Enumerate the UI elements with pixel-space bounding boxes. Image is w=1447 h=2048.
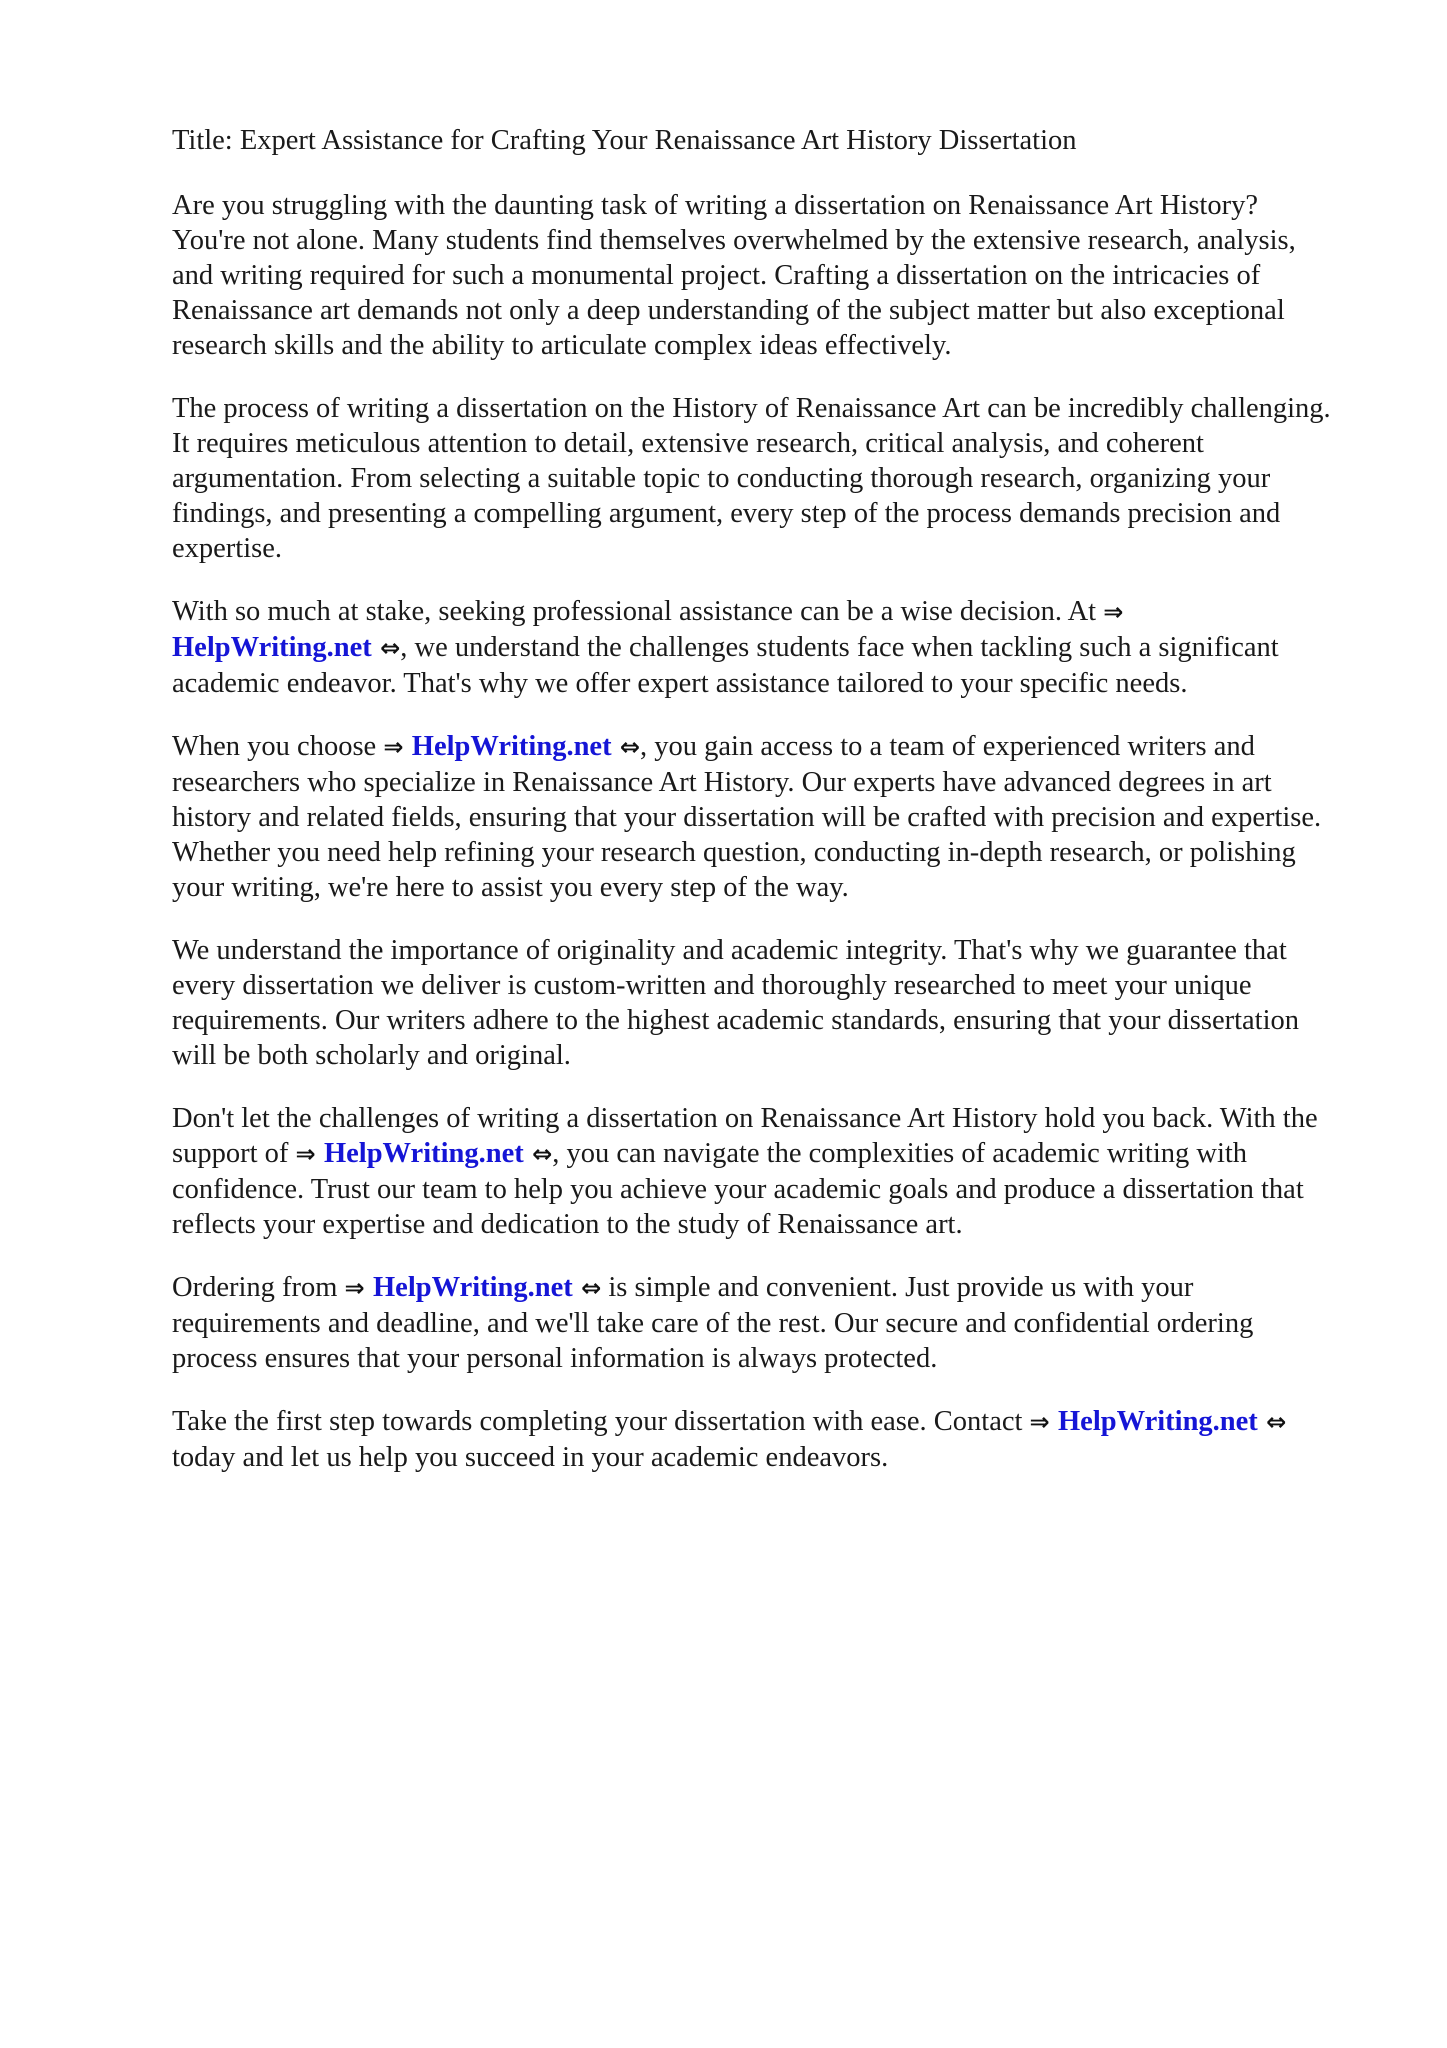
text-segment: , you gain access to a team of experienced writers and (640, 731, 1255, 762)
text-line (172, 496, 1412, 531)
text-segment: will be both scholarly and original. (172, 1040, 571, 1071)
paragraph (172, 729, 1412, 905)
text-segment: , we understand the challenges students face when tackling such a significant (400, 632, 1279, 663)
double-arrow-icon: ⇔ (611, 733, 641, 761)
text-line (172, 1404, 1412, 1440)
text-segment: expertise. (172, 533, 282, 564)
text-segment: The process of writing a dissertation on the History of Renaissance Art can be incredibly challenging. (172, 393, 1331, 424)
right-arrow-icon: ⇒ (344, 1274, 373, 1302)
text-line (172, 1341, 1412, 1376)
text-line (172, 729, 1412, 765)
text-segment: support of (172, 1138, 296, 1169)
text-segment: With so much at stake, seeking professional assistance can be a wise decision. At (172, 596, 1104, 627)
double-arrow-icon: ⇔ (572, 1274, 602, 1302)
text-segment: argumentation. From selecting a suitable topic to conducting thorough research, organizing your (172, 463, 1271, 494)
text-segment: When you choose (172, 731, 384, 762)
text-line (172, 765, 1412, 800)
text-segment: Whether you need help refining your research question, conducting in-depth research, or polishing (172, 837, 1296, 868)
text-segment: process ensures that your personal information is always protected. (172, 1343, 938, 1374)
text-segment: and writing required for such a monumental project. Crafting a dissertation on the intricacies of (172, 260, 1261, 291)
text-line (172, 1207, 1412, 1242)
text-segment: researchers who specialize in Renaissance Art History. Our experts have advanced degrees in art (172, 767, 1272, 798)
text-segment: findings, and presenting a compelling argument, every step of the process demands precision and (172, 498, 1281, 529)
paragraph (172, 1404, 1412, 1475)
right-arrow-icon: ⇒ (1103, 598, 1124, 626)
text-segment: confidence. Trust our team to help you achieve your academic goals and produce a dissertation that (172, 1174, 1304, 1205)
paragraph (172, 391, 1412, 566)
right-arrow-icon: ⇒ (383, 733, 412, 761)
text-segment: You're not alone. Many students find themselves overwhelmed by the extensive research, analysis, (172, 225, 1296, 256)
paragraph (172, 933, 1412, 1073)
text-line (172, 800, 1412, 835)
text-segment: Are you struggling with the daunting task of writing a dissertation on Renaissance Art History? (172, 190, 1258, 221)
text-line (172, 293, 1412, 328)
text-line (172, 1306, 1412, 1341)
text-segment: history and related fields, ensuring that your dissertation will be crafted with precision and expertise. (172, 802, 1322, 833)
text-line (172, 666, 1412, 701)
text-line (172, 933, 1412, 968)
double-arrow-icon: ⇔ (523, 1140, 553, 1168)
double-arrow-icon: ⇔ (1257, 1408, 1287, 1436)
helpwriting-link[interactable]: HelpWriting.net (172, 632, 372, 663)
text-line (172, 1270, 1412, 1306)
paragraph (172, 188, 1412, 363)
text-segment: Take the first step towards completing your dissertation with ease. Contact (172, 1406, 1030, 1437)
helpwriting-link[interactable]: HelpWriting.net (1058, 1406, 1258, 1437)
text-line (172, 870, 1412, 905)
text-segment: reflects your expertise and dedication to the study of Renaissance art. (172, 1209, 963, 1240)
paragraph (172, 1101, 1412, 1242)
helpwriting-link[interactable]: HelpWriting.net (323, 1138, 524, 1169)
text-line (172, 1136, 1412, 1172)
helpwriting-link[interactable]: HelpWriting.net (411, 731, 612, 762)
text-line (172, 188, 1412, 223)
text-segment: Renaissance art demands not only a deep understanding of the subject matter but also exceptional (172, 295, 1285, 326)
text-line (172, 1101, 1412, 1136)
text-segment: is simple and convenient. Just provide us with your (601, 1272, 1194, 1303)
text-line (172, 531, 1412, 566)
document-title: Title: Expert Assistance for Crafting Your Renaissance Art History Dissertation (172, 125, 1077, 156)
text-line (172, 258, 1412, 293)
right-arrow-icon: ⇒ (1029, 1408, 1059, 1436)
text-segment: It requires meticulous attention to detail, extensive research, critical analysis, and coherent (172, 428, 1204, 459)
helpwriting-link[interactable]: HelpWriting.net (373, 1272, 573, 1303)
text-segment: today and let us help you succeed in your academic endeavors. (172, 1442, 889, 1473)
text-line (172, 968, 1412, 1003)
text-segment: Ordering from (172, 1272, 345, 1303)
text-line (172, 1038, 1412, 1073)
text-line (172, 461, 1412, 496)
text-segment: your writing, we're here to assist you every step of the way. (172, 872, 849, 903)
text-line (172, 1172, 1412, 1207)
text-line (172, 835, 1412, 870)
text-segment: , you can navigate the complexities of academic writing with (552, 1138, 1248, 1169)
text-line (172, 1003, 1412, 1038)
document-body (172, 188, 1412, 1475)
text-line (172, 594, 1412, 630)
text-segment: requirements. Our writers adhere to the highest academic standards, ensuring that your dissertation (172, 1005, 1299, 1036)
text-line (172, 223, 1412, 258)
text-segment: every dissertation we deliver is custom-written and thoroughly researched to meet your unique (172, 970, 1252, 1001)
text-line (172, 1440, 1412, 1475)
text-line (172, 630, 1412, 666)
double-arrow-icon: ⇔ (371, 634, 401, 662)
text-line (172, 426, 1412, 461)
text-segment: requirements and deadline, and we'll take care of the rest. Our secure and confidential ordering (172, 1308, 1254, 1339)
paragraph (172, 594, 1412, 701)
paragraph (172, 1270, 1412, 1376)
text-segment: research skills and the ability to articulate complex ideas effectively. (172, 330, 952, 361)
text-segment: We understand the importance of originality and academic integrity. That's why we guarantee that (172, 935, 1287, 966)
text-segment: academic endeavor. That's why we offer expert assistance tailored to your specific needs. (172, 668, 1188, 699)
text-line (172, 391, 1412, 426)
text-line (172, 328, 1412, 363)
document-page (172, 123, 1412, 1503)
text-segment: Don't let the challenges of writing a dissertation on Renaissance Art History hold you back. With the (172, 1103, 1318, 1134)
right-arrow-icon: ⇒ (295, 1140, 324, 1168)
